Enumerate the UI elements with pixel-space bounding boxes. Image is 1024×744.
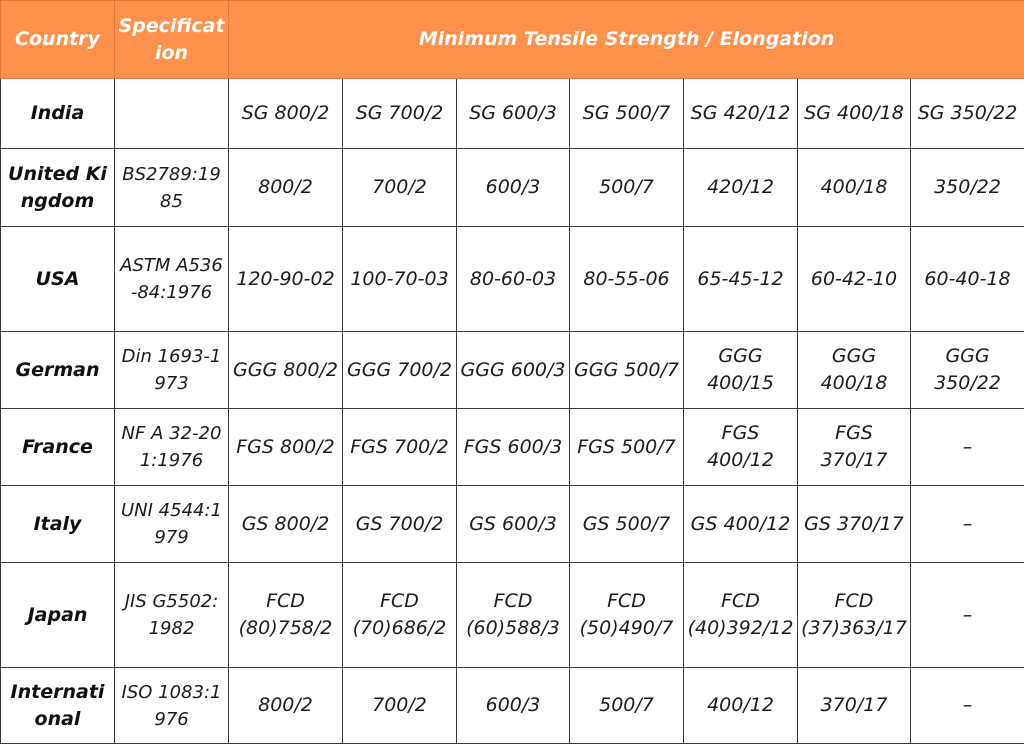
grade-cell: GGG 700/2 [343, 332, 457, 409]
grade-cell: FCD (40)392/12 [684, 563, 798, 668]
grade-cell: GS 700/2 [343, 486, 457, 563]
grade-cell: GS 800/2 [229, 486, 343, 563]
specification-cell: NF A 32-201:1976 [115, 409, 229, 486]
grade-cell: 600/3 [457, 668, 570, 744]
country-cell: USA [1, 227, 115, 332]
header-row [1, 1, 1024, 79]
grade-cell: SG 700/2 [343, 79, 457, 149]
grade-cell: GGG 400/15 [684, 332, 798, 409]
grade-cell: – [911, 563, 1024, 668]
grade-cell: GGG 500/7 [570, 332, 684, 409]
specification-cell: Din 1693-1973 [115, 332, 229, 409]
table-row [1, 486, 1024, 563]
grade-cell: FCD (80)758/2 [229, 563, 343, 668]
grade-cell: FGS 600/3 [457, 409, 570, 486]
grade-cell: GS 370/17 [798, 486, 911, 563]
grade-cell: SG 600/3 [457, 79, 570, 149]
grade-cell: 65-45-12 [684, 227, 798, 332]
table-row [1, 409, 1024, 486]
table-body [1, 79, 1024, 744]
table-row [1, 332, 1024, 409]
grade-cell: FGS 370/17 [798, 409, 911, 486]
grade-cell: SG 400/18 [798, 79, 911, 149]
grade-cell: FCD (37)363/17 [798, 563, 911, 668]
specification-cell: UNI 4544:1979 [115, 486, 229, 563]
table-row [1, 227, 1024, 332]
grade-cell: 500/7 [570, 149, 684, 227]
grade-cell: GGG 400/18 [798, 332, 911, 409]
table-row [1, 563, 1024, 668]
grade-cell: 100-70-03 [343, 227, 457, 332]
grade-cell: 600/3 [457, 149, 570, 227]
grade-cell: FGS 700/2 [343, 409, 457, 486]
grade-cell: GS 500/7 [570, 486, 684, 563]
grade-cell: 800/2 [229, 668, 343, 744]
grade-cell: – [911, 486, 1024, 563]
specification-cell: ISO 1083:1976 [115, 668, 229, 744]
grade-cell: FGS 500/7 [570, 409, 684, 486]
table-row [1, 149, 1024, 227]
grade-cell: 80-55-06 [570, 227, 684, 332]
country-header: Country [1, 1, 115, 79]
grade-cell: 350/22 [911, 149, 1024, 227]
table-row [1, 79, 1024, 149]
grade-cell: 120-90-02 [229, 227, 343, 332]
grade-cell: 370/17 [798, 668, 911, 744]
grade-cell: 700/2 [343, 149, 457, 227]
grade-cell: 80-60-03 [457, 227, 570, 332]
grade-cell: GGG 350/22 [911, 332, 1024, 409]
table-row [1, 668, 1024, 744]
country-cell: German [1, 332, 115, 409]
grade-cell: GS 400/12 [684, 486, 798, 563]
grade-cell: FCD (60)588/3 [457, 563, 570, 668]
grade-cell: – [911, 668, 1024, 744]
grade-cell: 800/2 [229, 149, 343, 227]
grade-cell: – [911, 409, 1024, 486]
grade-cell: SG 500/7 [570, 79, 684, 149]
grade-cell: GS 600/3 [457, 486, 570, 563]
specification-cell [115, 79, 229, 149]
country-cell: Italy [1, 486, 115, 563]
grade-cell: SG 420/12 [684, 79, 798, 149]
grade-cell: FCD (50)490/7 [570, 563, 684, 668]
country-cell: International [1, 668, 115, 744]
grade-cell: SG 350/22 [911, 79, 1024, 149]
tensile-strength-header: Minimum Tensile Strength / Elongation [229, 1, 1024, 79]
grade-cell: 60-40-18 [911, 227, 1024, 332]
grade-cell: GGG 600/3 [457, 332, 570, 409]
grade-cell: 400/12 [684, 668, 798, 744]
grade-cell: 60-42-10 [798, 227, 911, 332]
specification-cell: ASTM A536-84:1976 [115, 227, 229, 332]
specification-header: Specification [115, 1, 229, 79]
specification-cell: JIS G5502:1982 [115, 563, 229, 668]
specification-cell: BS2789:1985 [115, 149, 229, 227]
grade-cell: 500/7 [570, 668, 684, 744]
grade-cell: FGS 800/2 [229, 409, 343, 486]
grade-cell: GGG 800/2 [229, 332, 343, 409]
grade-cell: 700/2 [343, 668, 457, 744]
grade-cell: 400/18 [798, 149, 911, 227]
country-cell: France [1, 409, 115, 486]
country-cell: United Kingdom [1, 149, 115, 227]
grade-cell: FCD (70)686/2 [343, 563, 457, 668]
grade-cell: FGS 400/12 [684, 409, 798, 486]
grade-cell: SG 800/2 [229, 79, 343, 149]
country-cell: Japan [1, 563, 115, 668]
country-cell: India [1, 79, 115, 149]
grade-cell: 420/12 [684, 149, 798, 227]
